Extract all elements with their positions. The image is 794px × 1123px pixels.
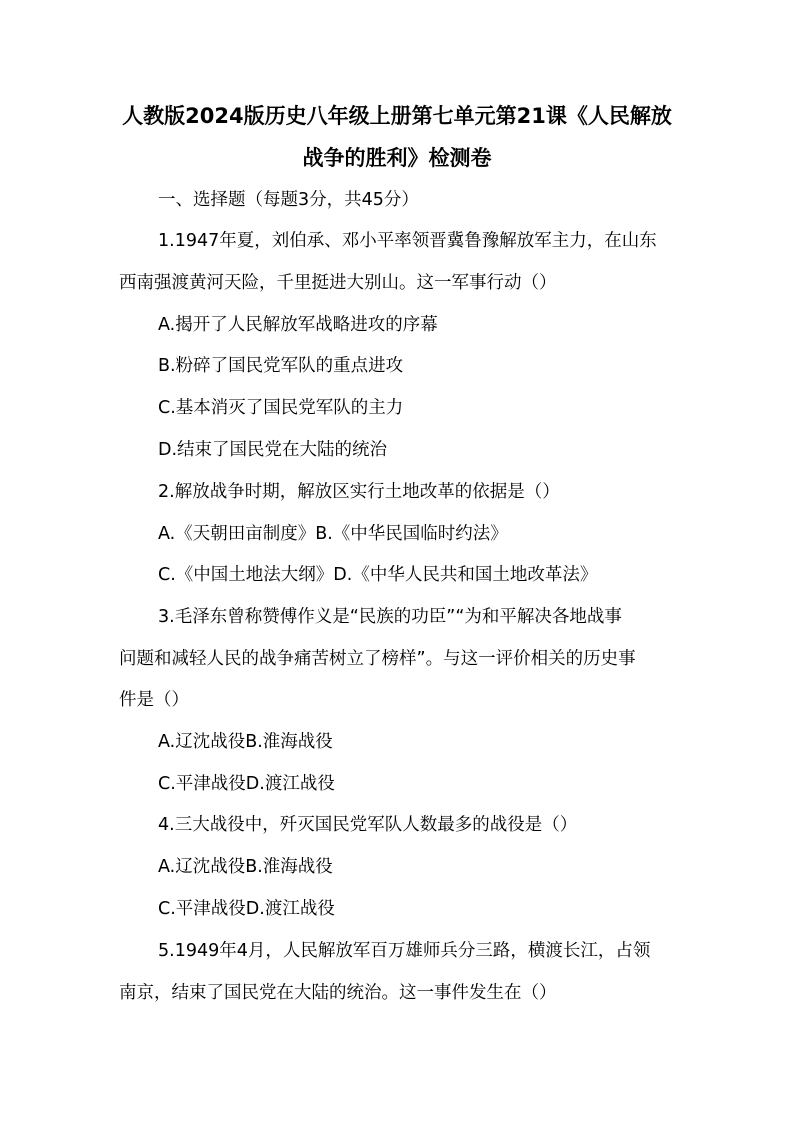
question-4-stem: 4.三大战役中，歼灭国民党军队人数最多的战役是（） [158, 815, 578, 835]
question-2-options-ab: A.《天朝田亩制度》B.《中华民国临时约法》 [158, 524, 508, 544]
question-2-stem: 2.解放战争时期，解放区实行土地改革的依据是（） [158, 482, 560, 502]
question-1-option-c: C.基本消灭了国民党军队的主力 [158, 398, 404, 418]
question-3-options-cd: C.平津战役D.渡江战役 [158, 774, 335, 794]
section-heading: 一、选择题（每题3分，共45分） [158, 190, 419, 210]
question-5-stem-line-2: 南京，结束了国民党在大陆的统治。这一事件发生在（） [119, 983, 557, 1003]
question-3-options-ab: A.辽沈战役B.淮海战役 [158, 732, 333, 752]
document-title-line-1: 人教版2024版历史八年级上册第七单元第21课《人民解放 [122, 104, 672, 128]
question-3-stem-line-2: 问题和减轻人民的战争痛苦树立了榜样”。与这一评价相关的历史事 [119, 649, 636, 669]
question-1-option-d: D.结束了国民党在大陆的统治 [158, 440, 388, 460]
question-1-option-b: B.粉碎了国民党军队的重点进攻 [158, 356, 404, 376]
question-1-stem-line-1: 1.1947年夏，刘伯承、邓小平率领晋冀鲁豫解放军主力，在山东 [158, 231, 657, 251]
question-3-stem-line-3: 件是（） [119, 690, 189, 710]
question-3-stem-line-1: 3.毛泽东曾称赞傅作义是“民族的功臣”“为和平解决各地战事 [158, 607, 622, 627]
document-title-line-2: 战争的胜利》检测卷 [302, 146, 492, 170]
question-2-options-cd: C.《中国土地法大纲》D.《中华人民共和国土地改革法》 [158, 565, 598, 585]
question-4-options-cd: C.平津战役D.渡江战役 [158, 899, 335, 919]
question-1-stem-line-2: 西南强渡黄河天险，千里挺进大别山。这一军事行动（） [119, 273, 557, 293]
question-4-options-ab: A.辽沈战役B.淮海战役 [158, 857, 333, 877]
question-1-option-a: A.揭开了人民解放军战略进攻的序幕 [158, 315, 438, 335]
question-5-stem-line-1: 5.1949年4月，人民解放军百万雄师兵分三路，横渡长江，占领 [158, 941, 651, 961]
